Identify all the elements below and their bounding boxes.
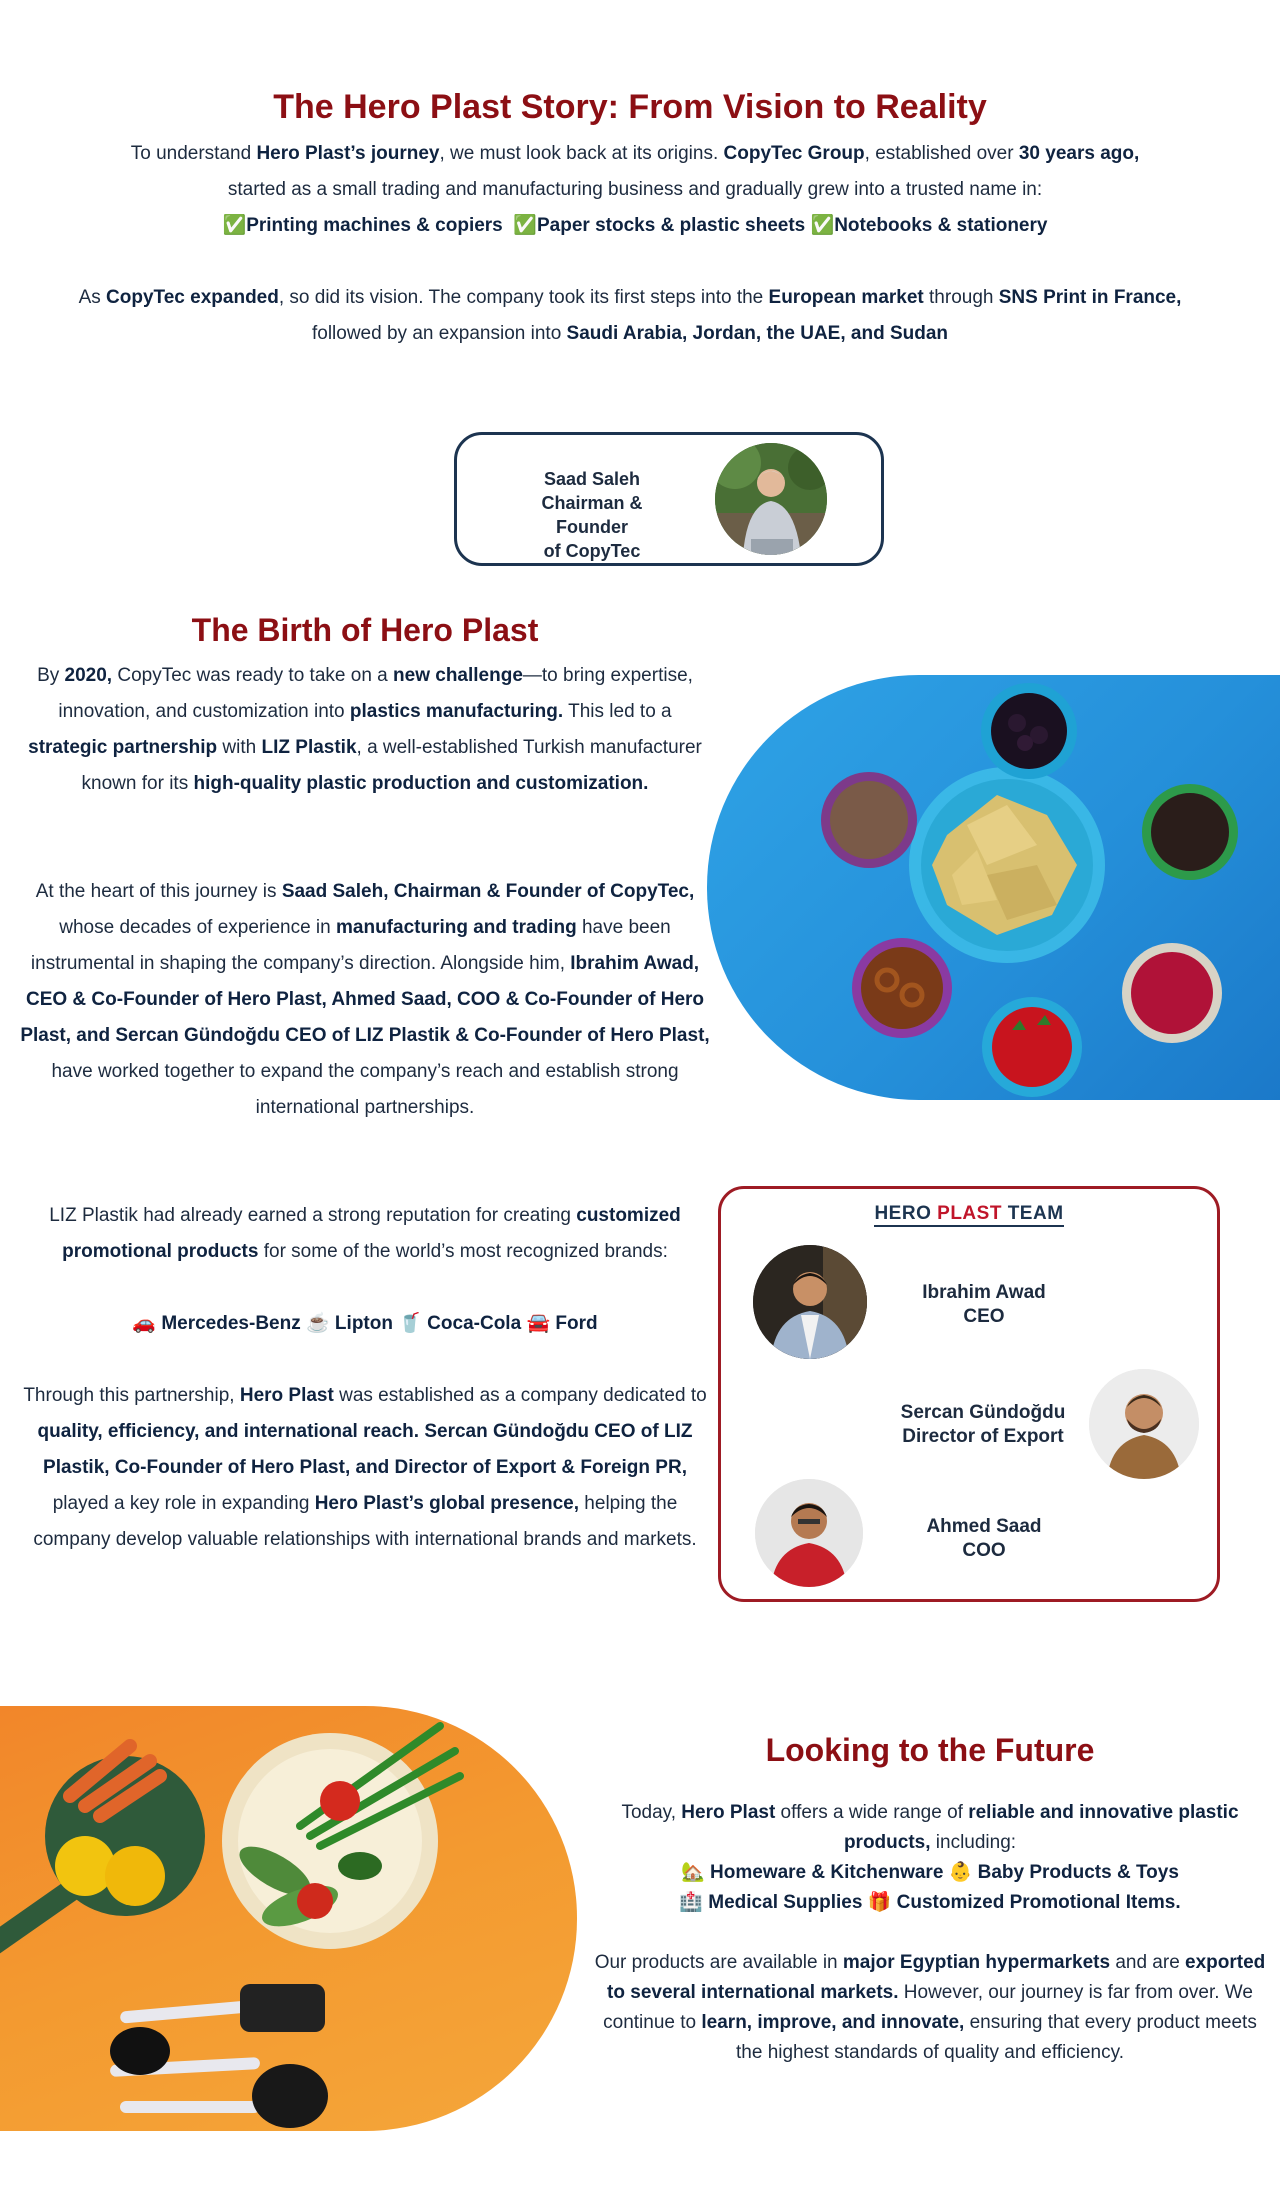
member-name: Ibrahim Awad	[922, 1282, 1046, 1303]
team-heading: HERO PLAST TEAM	[721, 1203, 1217, 1225]
member-role: CEO	[963, 1306, 1005, 1327]
birth-paragraph-4: Through this partnership, Hero Plast was established as a company dedicated to quality, efficiency, and international reach. Sercan Gündoğdu CEO of LIZ Plastik, Co-Founder of Hero Plast, and Director of Export & Foreign PR, played a key role in expanding Hero Plast’s global presence, helping the company develop valuable relationships with international brands and markets.	[23, 1385, 707, 1550]
future-paragraph-2: Our products are available in major Egyptian hypermarkets and are exported to several international markets. However, our journey is far from over. We continue to learn, improve, and innovate, ensuring that every product meets the highest standards of quality and efficiency.	[594, 1952, 1266, 2063]
member-name: Sercan Gündoğdu	[900, 1402, 1066, 1423]
founder-photo	[715, 443, 827, 555]
product-categories-line-2: 🏥 Medical Supplies 🎁 Customized Promotional Items.	[679, 1892, 1181, 1913]
founder-role: Chairman & Founder	[541, 493, 643, 537]
birth-paragraph-1: By 2020, CopyTec was ready to take on a new challenge—to bring expertise, innovation, and customization into plastics manufacturing. This led to a strategic partnership with LIZ Plastik, a well-established Turkish manufacturer known for its high-quality plastic production and customization.	[28, 665, 702, 794]
brand-list	[18, 1306, 712, 1342]
member-role: COO	[962, 1540, 1006, 1561]
founder-card	[454, 432, 884, 566]
brand-coca-cola: 🥤 Coca-Cola	[398, 1313, 522, 1334]
sercan-avatar	[1089, 1369, 1199, 1479]
future-title: Looking to the Future	[765, 1732, 1095, 1768]
birth-title: The Birth of Hero Plast	[191, 612, 539, 648]
founder-name: Saad Saleh	[543, 469, 641, 489]
member-role: Director of Export	[902, 1426, 1064, 1447]
story-item: Printing machines & copiers	[246, 215, 503, 236]
birth-paragraph-2: At the heart of this journey is Saad Saleh, Chairman & Founder of CopyTec, whose decades of experience in manufacturing and trading have been instrumental in shaping the company’s direction. Alongside him, Ibrahim Awad, CEO & Co-Founder of Hero Plast, Ahmed Saad, COO & Co-Founder of Hero Plast, and Sercan Gündoğdu CEO of LIZ Plastik & Co-Founder of Hero Plast, have worked together to expand the company’s reach and establish strong international partnerships.	[20, 881, 710, 1118]
story-intro-paragraph: To understand Hero Plast’s journey, we must look back at its origins. CopyTec Group, established over 30 years ago, started as a small trading and manufacturing business and gradually grew into a trusted name in: ✅Printing machines & copiers ✅Paper stocks & plastic sheets ✅Notebooks & stationery	[130, 143, 1140, 236]
team-member-sercan	[883, 1401, 1083, 1449]
ibrahim-avatar	[753, 1245, 867, 1359]
ahmed-avatar	[755, 1479, 863, 1587]
check-icon: ✅	[513, 215, 537, 236]
check-icon: ✅	[222, 215, 247, 236]
story-title: The Hero Plast Story: From Vision to Reality	[273, 88, 987, 126]
team-card	[718, 1186, 1220, 1602]
story-expansion-paragraph: As CopyTec expanded, so did its vision. The company took its first steps into the European market through SNS Print in France, followed by an expansion into Saudi Arabia, Jordan, the UAE, and Sudan	[78, 287, 1182, 344]
brand-lipton: ☕ Lipton	[306, 1313, 393, 1334]
birth-paragraph-3: LIZ Plastik had already earned a strong reputation for creating customized promotional products for some of the world’s most recognized brands:	[49, 1205, 681, 1262]
team-member-ibrahim	[889, 1281, 1079, 1329]
founder-caption	[507, 467, 677, 563]
member-name: Ahmed Saad	[926, 1516, 1042, 1537]
check-icon: ✅	[810, 215, 835, 236]
vegetables-photo	[0, 1706, 577, 2131]
snack-bowls-photo	[707, 675, 1280, 1100]
brand-ford: 🚘 Ford	[526, 1313, 598, 1334]
brand-mercedes: 🚗 Mercedes-Benz	[132, 1313, 301, 1334]
founder-company: of CopyTec	[543, 541, 641, 561]
story-item: Paper stocks & plastic sheets	[537, 215, 806, 236]
product-categories-line-1: 🏡 Homeware & Kitchenware 👶 Baby Products & Toys	[681, 1862, 1179, 1883]
story-item: Notebooks & stationery	[834, 215, 1048, 236]
team-member-ahmed	[889, 1515, 1079, 1563]
future-paragraph-1: Today, Hero Plast offers a wide range of reliable and innovative plastic products, including: 🏡 Homeware & Kitchenware 👶 Baby Products & Toys 🏥 Medical Supplies 🎁 Customized Promotional Items.	[621, 1802, 1239, 1913]
